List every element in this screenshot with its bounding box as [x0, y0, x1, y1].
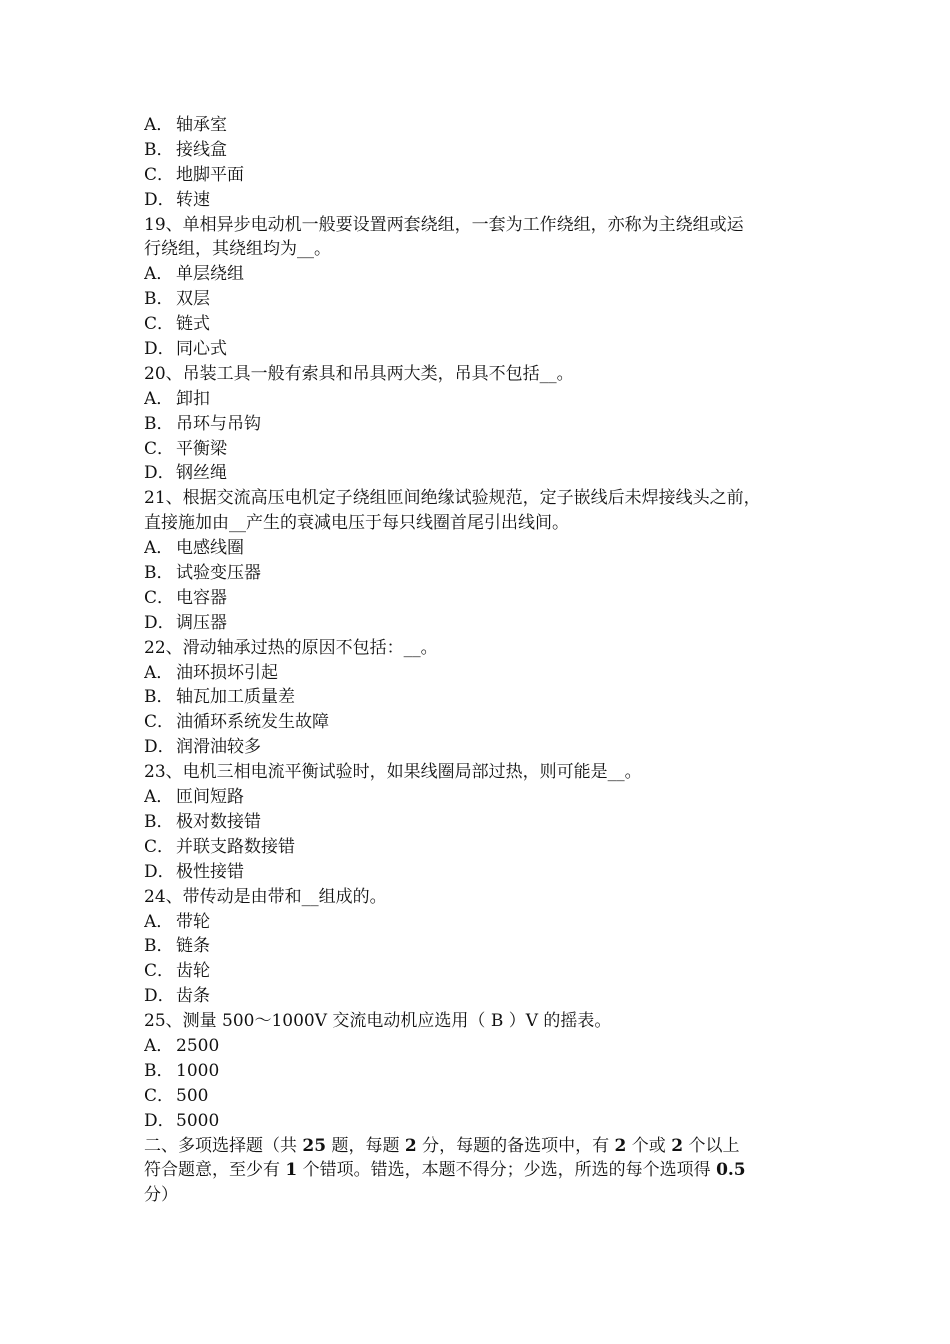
option-label: C． [144, 961, 175, 982]
option-label: D． [144, 189, 175, 210]
question-22-line-1: 22、滑动轴承过热的原因不包括：__。 [144, 637, 438, 658]
option-label: A． [144, 662, 174, 683]
option-line [144, 1109, 808, 1134]
option-text: 同心式 [176, 339, 227, 360]
section-heading-line-2 [144, 1158, 808, 1183]
option-text: 油环损坏引起 [176, 662, 278, 683]
option-label: B． [144, 936, 174, 957]
section-number: 1 [285, 1160, 298, 1181]
option-text: 齿条 [176, 986, 210, 1007]
option-label: D． [144, 339, 175, 360]
section-text: 分，每题的备选项中，有 [416, 1135, 615, 1156]
option-label: D． [144, 612, 175, 633]
exam-content [144, 113, 808, 1208]
option-line [144, 910, 808, 935]
option-label: A． [144, 538, 174, 559]
option-label: B． [144, 289, 174, 310]
option-label: C． [144, 164, 175, 185]
option-text: 平衡梁 [176, 438, 227, 459]
option-text: 接线盒 [176, 139, 227, 160]
option-line [144, 188, 808, 213]
option-label: A． [144, 787, 174, 808]
section-text: 个以上 [683, 1135, 740, 1156]
section-text: 题，每题 [326, 1135, 405, 1156]
option-line [144, 810, 808, 835]
option-label: C． [144, 712, 175, 733]
option-line [144, 536, 808, 561]
option-label: C． [144, 836, 175, 857]
section-heading-line-3: 分） [144, 1185, 178, 1206]
option-label: D． [144, 986, 175, 1007]
option-line [144, 661, 808, 686]
option-line [144, 1034, 808, 1059]
option-label: C． [144, 438, 175, 459]
option-text: 油循环系统发生故障 [176, 712, 329, 733]
option-label: D． [144, 463, 175, 484]
question-20-line-1: 20、吊装工具一般有索具和吊具两大类，吊具不包括__。 [144, 363, 574, 384]
option-text: 极对数接错 [176, 811, 261, 832]
section-number: 2 [671, 1135, 684, 1156]
option-line [144, 611, 808, 636]
option-text: 双层 [176, 289, 210, 310]
option-line [144, 710, 808, 735]
option-label: B． [144, 413, 174, 434]
option-line [144, 735, 808, 760]
option-line [144, 1084, 808, 1109]
option-text: 调压器 [176, 612, 227, 633]
option-text: 转速 [176, 189, 210, 210]
option-text: 试验变压器 [176, 563, 261, 584]
option-line [144, 984, 808, 1009]
option-text: 电容器 [176, 587, 227, 608]
section-text: 二、多项选择题（共 [144, 1135, 303, 1156]
question-25-line-1: 25、测量 500～1000V 交流电动机应选用（ B ）V 的摇表。 [144, 1011, 612, 1032]
section-number: 2 [614, 1135, 627, 1156]
option-line [144, 934, 808, 959]
section-text: 个或 [626, 1135, 672, 1156]
option-text: 吊环与吊钩 [176, 413, 261, 434]
option-line [144, 561, 808, 586]
option-label: C． [144, 314, 175, 335]
question-24-line-1: 24、带传动是由带和__组成的。 [144, 886, 387, 907]
option-text: 链条 [176, 936, 210, 957]
option-line [144, 785, 808, 810]
option-text: 钢丝绳 [176, 463, 227, 484]
option-label: A． [144, 115, 174, 135]
option-label: B． [144, 811, 174, 832]
section-number: 25 [302, 1135, 327, 1156]
option-text: 极性接错 [176, 861, 244, 882]
option-text: 链式 [176, 314, 210, 335]
option-line [144, 113, 808, 138]
option-text: 5000 [176, 1110, 220, 1131]
option-text: 带轮 [176, 911, 210, 932]
question-19-line-1: 19、单相异步电动机一般要设置两套绕组，一套为工作绕组，亦称为主绕组或运 [144, 214, 744, 235]
option-line [144, 412, 808, 437]
section-heading-line-1 [144, 1134, 808, 1159]
option-line [144, 1059, 808, 1084]
option-line [144, 287, 808, 312]
option-label: D． [144, 861, 175, 882]
option-text: 1000 [176, 1060, 220, 1081]
option-line [144, 437, 808, 462]
option-label: D． [144, 1110, 175, 1131]
option-label: C． [144, 587, 175, 608]
section-text: 符合题意，至少有 [144, 1160, 286, 1181]
question-21-line-2: 直接施加由__产生的衰减电压于每只线圈首尾引出线间。 [144, 513, 569, 534]
question-23-line-1: 23、电机三相电流平衡试验时，如果线圈局部过热，则可能是__。 [144, 762, 642, 783]
option-label: D． [144, 737, 175, 758]
option-label: B． [144, 1060, 174, 1081]
option-line [144, 337, 808, 362]
option-line [144, 461, 808, 486]
option-label: B． [144, 139, 174, 160]
section-number: 2 [404, 1135, 417, 1156]
option-line [144, 163, 808, 188]
question-19-line-2: 行绕组，其绕组均为__。 [144, 239, 331, 260]
option-line [144, 262, 808, 287]
option-text: 500 [176, 1085, 209, 1106]
option-line [144, 586, 808, 611]
option-text: 匝间短路 [176, 787, 244, 808]
option-line [144, 860, 808, 885]
option-label: C． [144, 1085, 175, 1106]
option-line [144, 685, 808, 710]
option-line [144, 835, 808, 860]
option-text: 轴瓦加工质量差 [176, 687, 295, 708]
option-text: 卸扣 [176, 388, 210, 409]
option-text: 润滑油较多 [176, 737, 261, 758]
option-text: 2500 [176, 1035, 220, 1056]
question-21-line-1: 21、根据交流高压电机定子绕组匝间绝缘试验规范，定子嵌线后未焊接线头之前， [144, 488, 761, 509]
section-number: 0.5 [716, 1160, 746, 1181]
option-label: B． [144, 687, 174, 708]
option-text: 轴承室 [176, 115, 227, 135]
option-text: 地脚平面 [176, 164, 244, 185]
option-line [144, 312, 808, 337]
option-label: A． [144, 1035, 174, 1056]
option-label: A． [144, 264, 174, 285]
option-text: 齿轮 [176, 961, 210, 982]
option-line [144, 959, 808, 984]
option-label: B． [144, 563, 174, 584]
option-line [144, 138, 808, 163]
section-text: 个错项。错选，本题不得分；少选，所选的每个选项得 [297, 1160, 717, 1181]
option-text: 电感线圈 [176, 538, 244, 559]
option-line [144, 387, 808, 412]
option-label: A． [144, 911, 174, 932]
option-text: 并联支路数接错 [176, 836, 295, 857]
option-label: A． [144, 388, 174, 409]
option-text: 单层绕组 [176, 264, 244, 285]
